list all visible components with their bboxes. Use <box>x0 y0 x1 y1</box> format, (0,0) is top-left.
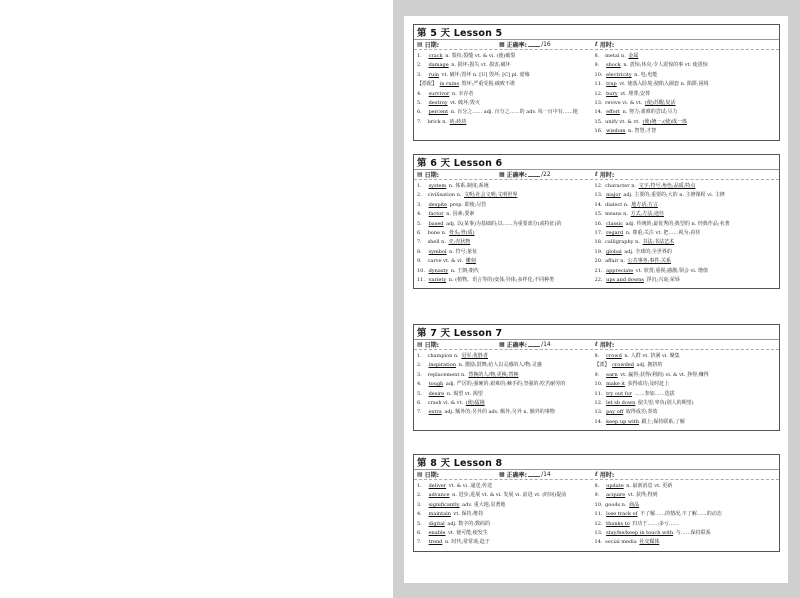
answer-text: crowded <box>612 362 634 369</box>
vocab-item: 5. based adj. 以(某事)为基础的;以……为重要部分(或特征)的 <box>417 220 562 227</box>
lesson-title: 第 8 天 Lesson 8 <box>417 458 503 469</box>
vocab-item: 1. system n. 体系;制度;系统 <box>417 183 489 189</box>
vocab-item: 14. effort n. 努力;艰难的尝试;尽力 <box>594 109 678 116</box>
answer-text: inspiration <box>428 362 456 369</box>
grid-icon: ▦ <box>499 341 505 348</box>
vocab-item: 1. deliver vt. & vi. 递送;传送 <box>417 483 493 489</box>
answer-text: 公共事务;事件;关系 <box>627 258 671 265</box>
vocab-item: 5. desire n. 渴望 vt. 渴望 <box>417 390 483 397</box>
vocab-item: 9. carve vt. & vi. 雕刻 <box>417 258 476 265</box>
answer-text: 替换的人/物;更换;替换 <box>468 371 519 378</box>
calendar-icon: ▤ <box>417 471 423 478</box>
lesson-header <box>414 25 779 40</box>
date-field: ▤ 日期: <box>417 171 440 179</box>
vocab-item: 10. make it 获得成功;及时赶上 <box>594 381 670 388</box>
answer-text: 文明;社会文明;文明世界 <box>464 192 518 199</box>
vocab-item: 13. stay/be/keep in touch with 与……保持联系 <box>594 530 711 537</box>
answer-text: 商品 <box>629 501 640 508</box>
vocab-item: 4. survivor n. 幸存者 <box>417 90 474 97</box>
vocab-item: 18. calligraphy n. 书法;书法艺术 <box>594 239 675 246</box>
answer-text: make it <box>606 381 626 388</box>
answer-text: 方式;方法;途径 <box>630 211 664 218</box>
answer-text: lose track of <box>606 511 638 518</box>
vocab-item: 12. thanks to 归功于……;多亏…… <box>594 520 680 527</box>
answer-text: 地方话;方言 <box>631 201 658 208</box>
vocab-left-column <box>417 52 593 137</box>
vocab-item: 14. keep up with 跟上;保持联系;了解 <box>594 418 685 425</box>
answer-text: 书法;书法艺术 <box>642 239 675 246</box>
vocab-item: 5. digital adj. 数字的;数码的 <box>417 520 490 527</box>
grid-icon: ▦ <box>499 471 505 478</box>
vocab-item: 5. destroy vt. 破坏;毁灭 <box>417 100 480 107</box>
answer-text: (使)猛撞 <box>465 400 485 407</box>
answer-text: shock <box>606 62 621 69</box>
vocab-item: 4. maintain vt. 保持;维持 <box>417 511 484 518</box>
answer-text: trap <box>606 81 617 88</box>
lesson-meta <box>414 470 779 480</box>
answer-text: significantly <box>428 501 460 508</box>
accuracy-blank[interactable] <box>528 472 540 477</box>
vocab-item: 13. major adj. 主要的;重要的;大的 n. 主修课程 vi. 主修 <box>594 192 725 199</box>
accuracy-blank[interactable] <box>528 42 540 47</box>
answer-text: global <box>606 248 622 255</box>
vocab-item: 9. earn vt. 赢得;获得(利润) vi. & vt. 挣得;赚得 <box>594 371 709 378</box>
lesson-title: 第 5 天 Lesson 5 <box>417 28 503 39</box>
vocab-left-column <box>417 482 593 548</box>
answer-text: ruin <box>428 71 440 78</box>
answer-text: system <box>428 183 447 189</box>
vocab-columns <box>414 480 779 551</box>
vocab-item: 6. percent n. 百分之…… adj. 百分之……的 adv. 每一百中有……地 <box>417 109 578 116</box>
vocab-item: 22. ups and downs 浮沉;兴衰;荣辱 <box>594 277 680 284</box>
vocab-item: 2. inspiration n. 激励;鼓舞;给人以灵感的人/物;灵感 <box>417 362 542 369</box>
answer-text: wisdom <box>606 128 626 135</box>
answer-text: survivor <box>428 90 450 97</box>
vocab-item: 20. affair n. 公共事务;事件;关系 <box>594 258 671 265</box>
answer-text: desire <box>428 390 445 397</box>
vocab-item: 2. damage n. 损坏;损失 vt. 损害;破坏 <box>417 62 511 69</box>
answer-text: dynasty <box>428 267 449 274</box>
calendar-icon: ▤ <box>417 171 423 178</box>
lesson-header <box>414 325 779 340</box>
answer-text: major <box>606 192 621 199</box>
time-field: ℓ 用时: <box>595 41 615 49</box>
answer-text: appreciate <box>606 267 634 274</box>
vocab-item: 1. crack n. 裂纹;裂缝 vt. & vi. (使)破裂 <box>417 53 516 59</box>
vocab-item: 10. dynasty n. 王朝;朝代 <box>417 267 479 274</box>
vocab-item: 13. revive vi. & vt. (使)苏醒;复活 <box>594 100 676 107</box>
lesson-8-box <box>413 454 780 552</box>
answer-text: advance <box>428 492 450 499</box>
time-field: ℓ 用时: <box>595 341 615 349</box>
lesson-title: 第 7 天 Lesson 7 <box>417 328 503 339</box>
pen-icon: ℓ <box>595 41 598 48</box>
lesson-meta <box>414 40 779 50</box>
vocab-item: 2. advance n. 进步;进展 vt. & vi. 发展 vi. 前进 vt. (时间)提前 <box>417 492 567 499</box>
answer-text: 雕刻 <box>465 258 476 265</box>
answer-text: 金属 <box>628 53 639 59</box>
vocab-item: 3. significantly adv. 重大地;显著地 <box>417 501 506 508</box>
vocab-item: 15. unify vt. & vt. (使)统一;(使)成一体 <box>594 118 687 125</box>
time-field: ℓ 用时: <box>595 171 615 179</box>
answer-text: let sb down <box>606 400 636 407</box>
vocab-item: 3. ruin vt. 破坏;毁坏 n. [U] 毁坏; [C] pl. 废墟 <box>417 71 530 78</box>
vocabulary-sheet <box>404 16 788 583</box>
answer-text: 社交媒体 <box>639 539 660 546</box>
answer-text: ups and downs <box>606 277 644 284</box>
vocab-item: 14. social media 社交媒体 <box>594 539 660 546</box>
lesson-7-box <box>413 324 780 431</box>
vocab-item: 6. bone n. 骨头;骨(质) <box>417 230 475 237</box>
vocab-item: 12. character n. 文字;符号;角色;品质;特点 <box>594 183 696 189</box>
lesson-meta <box>414 170 779 180</box>
answer-text: earn <box>606 371 618 378</box>
answer-text: enable <box>428 530 446 537</box>
lesson-5-box <box>413 24 780 141</box>
vocab-item: 7. brick n. 砖;砖块 <box>417 118 467 125</box>
vocab-item: 3. despite prep. 即使;尽管 <box>417 201 487 208</box>
answer-text: 冠军;优胜者 <box>461 353 489 359</box>
lesson-title: 第 6 天 Lesson 6 <box>417 158 503 169</box>
answer-text: trend <box>428 539 443 546</box>
accuracy-blank[interactable] <box>528 342 540 347</box>
accuracy-field: ▦ 正确率: /14 <box>499 341 551 349</box>
answer-text: despite <box>428 201 448 208</box>
vocab-item: 9. shock n. 震惊;休克;令人震惊的事 vt. 使震惊 <box>594 62 708 69</box>
answer-text: stay/be/keep in touch with <box>606 530 674 537</box>
vocab-item: 2. civilisation n. 文明;社会文明;文明世界 <box>417 192 518 199</box>
vocab-item: 10. goods n. 商品 <box>594 501 640 508</box>
vocab-item: 11. try out for ……参加……选拔 <box>594 390 675 397</box>
vocab-right-column <box>593 182 776 285</box>
vocab-item: 8. update n. 最新消息 vt. 更新 <box>594 483 673 489</box>
vocab-item: 8. metal n. 金属 <box>594 53 639 59</box>
vocab-right-column <box>593 482 776 548</box>
accuracy-field: ▦ 正确率: /16 <box>499 41 551 49</box>
answer-text: destroy <box>428 100 448 107</box>
answer-text: maintain <box>428 511 451 518</box>
answer-text: bury <box>606 90 618 97</box>
date-field: ▤ 日期: <box>417 41 440 49</box>
vocab-item: 3. replacement n. 替换的人/物;更换;替换 <box>417 371 519 378</box>
lesson-header <box>414 155 779 170</box>
accuracy-field: ▦ 正确率: /22 <box>499 171 551 179</box>
pen-icon: ℓ <box>595 471 598 478</box>
vocab-columns <box>414 180 779 288</box>
accuracy-field: ▦ 正确率: /14 <box>499 471 551 479</box>
answer-text: tough <box>428 381 444 388</box>
answer-text: regard <box>606 230 624 237</box>
grid-icon: ▦ <box>499 171 505 178</box>
answer-text: extra <box>428 409 442 416</box>
lesson-header <box>414 455 779 470</box>
calendar-icon: ▤ <box>417 341 423 348</box>
date-field: ▤ 日期: <box>417 341 440 349</box>
answer-text: damage <box>428 62 449 69</box>
answer-text: electricity <box>606 71 632 78</box>
vocab-columns <box>414 50 779 140</box>
vocab-item: 13. pay off 取得成功;奏效 <box>594 409 658 416</box>
vocab-item: 10. electricity n. 电;电能 <box>594 71 658 78</box>
answer-text: deliver <box>428 483 447 489</box>
answer-text: crack <box>428 53 443 59</box>
vocab-columns <box>414 350 779 430</box>
vocab-item: 7. extra adj. 额外的;另外的 adv. 额外;另外 n. 额外的事物 <box>417 409 555 416</box>
vocab-item: 16. classic adj. 传统的;最优秀的;典型的 n. 经典作品;名著 <box>594 220 730 227</box>
vocab-item: 4. factor n. 因素;要素 <box>417 211 475 218</box>
vocab-item: 9. acquire vt. 获得;得到 <box>594 492 658 499</box>
answer-text: in ruins <box>439 81 460 88</box>
answer-text: symbol <box>428 248 447 255</box>
answer-text: pay off <box>606 409 624 416</box>
answer-text: factor <box>428 211 444 218</box>
vocab-item: 12. let sb down 使失望;辜负(别人的期望) <box>594 400 694 407</box>
vocab-item: 16. wisdom n. 智慧;才智 <box>594 128 657 135</box>
vocab-item: 7. trend n. 时代;常常谈;趋于 <box>417 539 490 546</box>
vocab-item: 11. trap vt. 使落入险境;使陷入圈套 n. 陷阱;困境 <box>594 81 709 88</box>
date-field: ▤ 日期: <box>417 471 440 479</box>
vocab-item: 6. crash vi. & vt. (使)猛撞 <box>417 400 485 407</box>
answer-text: 骨头;骨(质) <box>448 230 475 237</box>
vocab-item: 【搭配】 in ruins 毁坏;严重受损;破败不堪 <box>417 81 515 88</box>
calendar-icon: ▤ <box>417 41 423 48</box>
vocab-item: 8. crowd n. 人群 vt. 挤满 vi. 聚集 <box>594 353 680 359</box>
vocab-item: 6. enable vt. 使可能;使发生 <box>417 530 488 537</box>
vocab-left-column <box>417 182 593 285</box>
answer-text: effort <box>606 109 621 116</box>
pen-icon: ℓ <box>595 171 598 178</box>
vocab-item: 1. champion n. 冠军;优胜者 <box>417 353 489 359</box>
vocab-item: 14. dialect n. 地方话;方言 <box>594 201 658 208</box>
vocab-item: 12. bury vt. 埋葬;安葬 <box>594 90 651 97</box>
answer-text: try out for <box>606 390 633 397</box>
answer-text: update <box>606 483 624 489</box>
vocab-item: 17. regard n. 尊重;关注 vt. 把……视为;看待 <box>594 230 701 237</box>
vocab-item: 15. means n. 方式;方法;途径 <box>594 211 664 218</box>
answer-text: 壳;壳状物 <box>448 239 471 246</box>
vocab-right-column <box>593 352 776 427</box>
answer-text: digital <box>428 520 445 527</box>
vocab-item: 8. symbol n. 符号;象征 <box>417 248 478 255</box>
vocab-item: 【派】 crowded adj. 拥挤的 <box>594 362 663 369</box>
answer-text: (使)统一;(使)成一体 <box>642 118 687 125</box>
vocab-item: 11. lose track of 不了解……的情况;不了解……的动态 <box>594 511 722 518</box>
vocab-item: 7. shell n. 壳;壳状物 <box>417 239 471 246</box>
answer-text: keep up with <box>606 418 639 425</box>
answer-text: classic <box>606 220 624 227</box>
answer-text: percent <box>428 109 449 116</box>
answer-text: 砖;砖块 <box>449 118 467 125</box>
answer-text: variety <box>428 277 447 284</box>
vocab-right-column <box>593 52 776 137</box>
vocab-item: 11. variety n. (植物、语言等的)变体;异体;多样化;不同种类 <box>417 277 555 284</box>
pen-icon: ℓ <box>595 341 598 348</box>
vocab-left-column <box>417 352 593 427</box>
vocab-item: 19. global adj. 全球的;全世界的 <box>594 248 672 255</box>
accuracy-blank[interactable] <box>528 172 540 177</box>
grid-icon: ▦ <box>499 41 505 48</box>
vocab-item: 4. tough adj. 严厉的;强硬的;艰难的;棘手的;坚强的;吃苦耐劳的 <box>417 381 566 388</box>
lesson-meta <box>414 340 779 350</box>
answer-text: (使)苏醒;复活 <box>644 100 676 107</box>
answer-text: 文字;符号;角色;品质;特点 <box>638 183 696 189</box>
answer-text: crowd <box>606 353 622 359</box>
lesson-6-box <box>413 154 780 289</box>
vocab-item: 21. appreciate vt. 欣赏;重视;感激;领会 vi. 增值 <box>594 267 709 274</box>
answer-text: based <box>428 220 444 227</box>
answer-text: acquire <box>606 492 626 499</box>
answer-text: thanks to <box>606 520 630 527</box>
time-field: ℓ 用时: <box>595 471 615 479</box>
